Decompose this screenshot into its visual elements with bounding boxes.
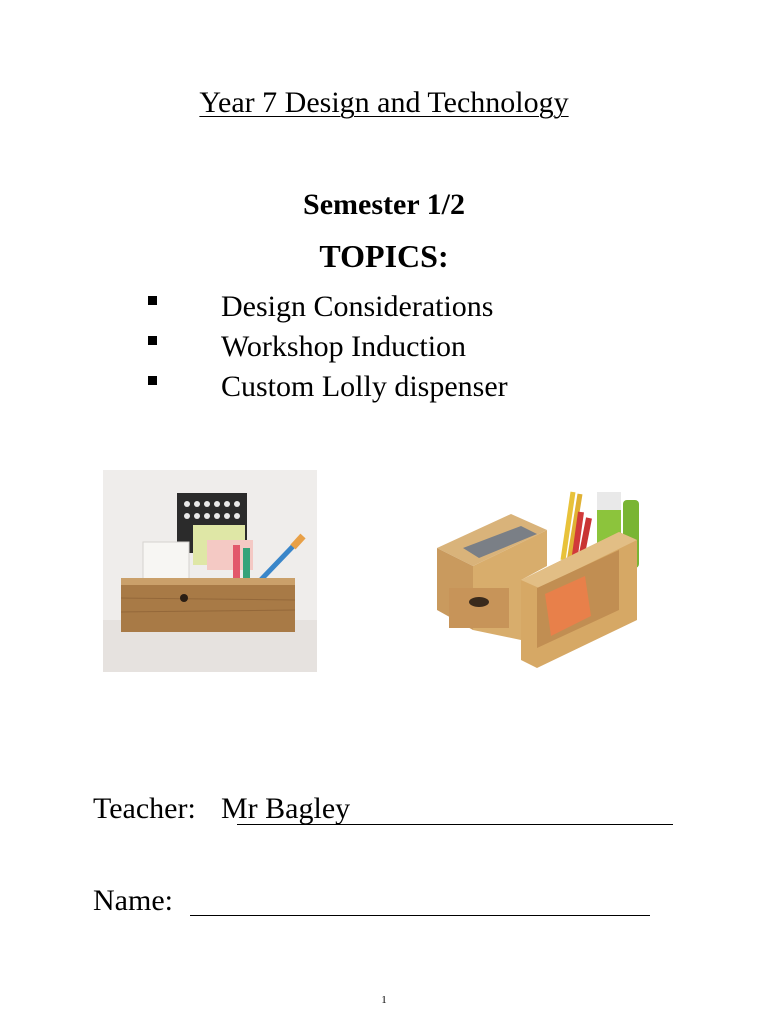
teacher-name-value: Mr Bagley bbox=[221, 792, 351, 825]
bamboo-organiser-photo bbox=[425, 470, 651, 682]
name-blank-line[interactable] bbox=[190, 915, 650, 916]
bullet-icon bbox=[148, 296, 157, 305]
topic-label: Design Considerations bbox=[221, 290, 494, 323]
bullet-icon bbox=[148, 336, 157, 345]
topics-heading: TOPICS: bbox=[319, 238, 449, 274]
bamboo-organiser-illustration bbox=[425, 470, 651, 682]
wooden-organiser-photo bbox=[103, 470, 317, 672]
topic-label: Workshop Induction bbox=[221, 330, 467, 363]
teacher-label: Teacher: bbox=[93, 792, 196, 825]
document-title: Year 7 Design and Technology bbox=[199, 86, 569, 119]
bullet-icon bbox=[148, 376, 157, 385]
page-number: 1 bbox=[381, 994, 387, 1006]
topic-item bbox=[0, 370, 768, 410]
topic-label: Custom Lolly dispenser bbox=[221, 370, 508, 403]
topic-item bbox=[0, 290, 768, 330]
teacher-field bbox=[93, 792, 683, 832]
topic-item bbox=[0, 330, 768, 370]
name-field[interactable] bbox=[93, 884, 663, 924]
name-label: Name: bbox=[93, 884, 173, 917]
semester-heading: Semester 1/2 bbox=[303, 188, 465, 221]
wooden-organiser-illustration bbox=[103, 470, 317, 672]
teacher-underline bbox=[237, 824, 673, 825]
